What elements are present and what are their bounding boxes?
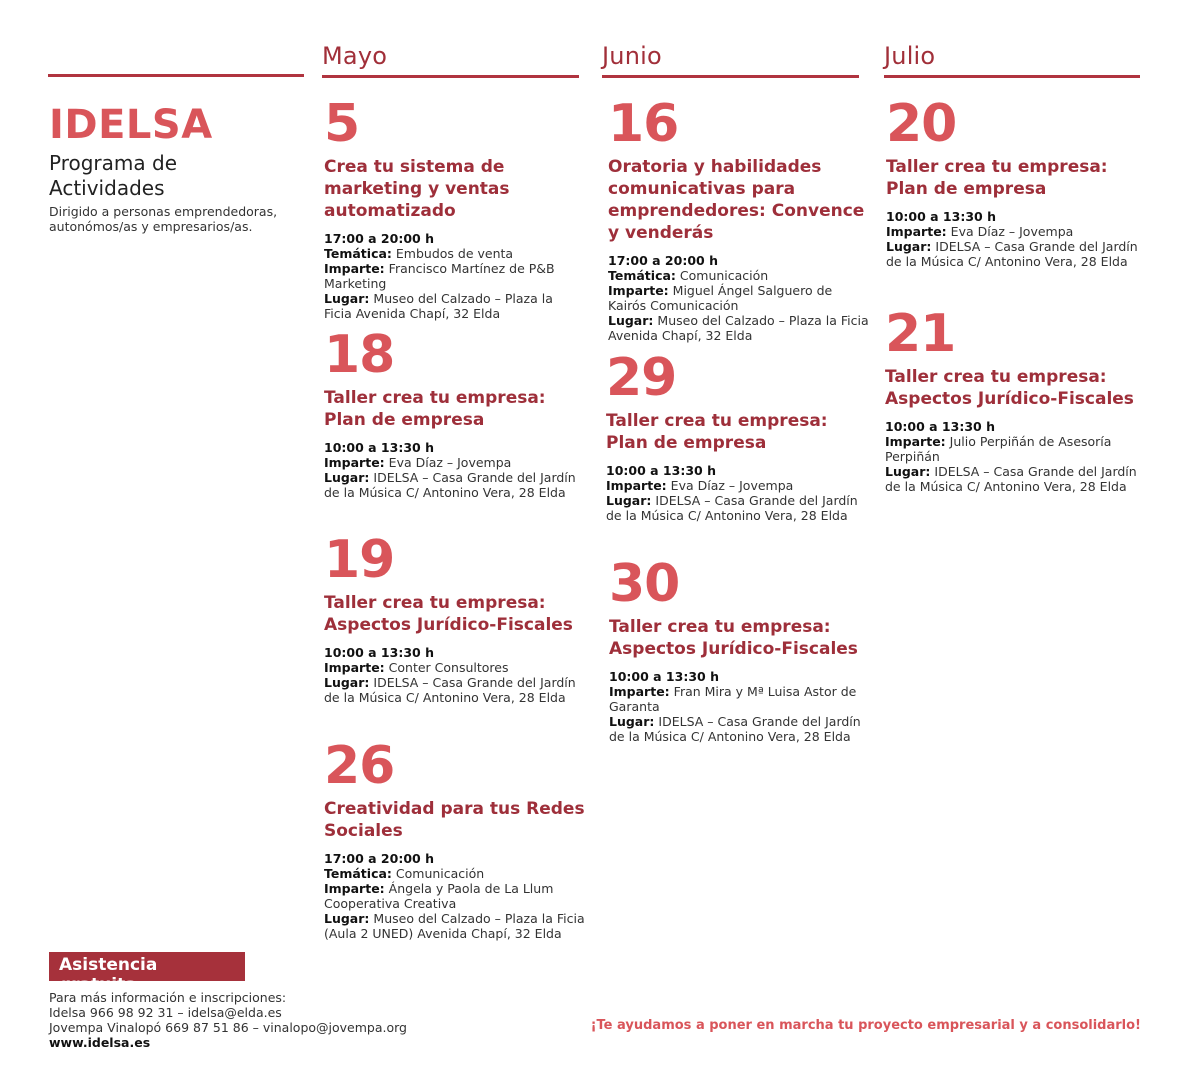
event-card <box>324 738 586 941</box>
event-line <box>324 291 584 321</box>
month-header-july <box>884 42 1140 78</box>
event-line-label: Lugar: <box>886 239 932 254</box>
brand-block <box>49 103 299 234</box>
event-line <box>324 911 586 941</box>
event-time: 17:00 a 20:00 h <box>324 851 434 866</box>
free-attendance-badge: Asistencia gratuita <box>49 952 245 981</box>
event-line <box>608 313 872 343</box>
event-line <box>609 684 865 714</box>
event-line <box>609 714 865 744</box>
event-line-label: Imparte: <box>324 660 385 675</box>
event-line <box>608 268 872 283</box>
event-line-label: Lugar: <box>609 714 655 729</box>
event-line <box>608 283 872 313</box>
event-line-text: Museo del Calzado – Plaza la Ficia (Aula 2 UNED) Avenida Chapí, 32 Elda <box>324 911 585 941</box>
event-day: 19 <box>324 530 395 590</box>
month-label: Mayo <box>322 42 388 70</box>
event-card <box>886 96 1142 269</box>
event-line-label: Lugar: <box>885 464 931 479</box>
event-time: 10:00 a 13:30 h <box>886 209 996 224</box>
event-card <box>324 327 584 500</box>
event-line <box>324 675 584 705</box>
event-line-label: Lugar: <box>324 675 370 690</box>
event-line-label: Lugar: <box>324 470 370 485</box>
event-details <box>609 669 865 744</box>
event-time: 10:00 a 13:30 h <box>324 440 434 455</box>
event-card <box>606 350 862 523</box>
event-line-text: Comunicación <box>679 268 769 283</box>
event-card <box>609 556 865 744</box>
event-line-text: IDELSA – Casa Grande del Jardín de la Música C/ Antonino Vera, 28 Elda <box>886 239 1138 269</box>
event-line-text: Eva Díaz – Jovempa <box>670 478 794 493</box>
event-line-text: Embudos de venta <box>395 246 514 261</box>
brand-description: Dirigido a personas emprendedoras, autonómos/as y empresarios/as. <box>49 204 278 234</box>
website-link[interactable]: www.idelsa.es <box>49 1035 151 1050</box>
event-line-label: Imparte: <box>608 283 669 298</box>
event-line <box>324 660 584 675</box>
brand-subtitle-line: Programa de <box>49 151 177 175</box>
event-line <box>886 224 1142 239</box>
event-title: Taller crea tu empresa: Plan de empresa <box>324 388 546 430</box>
event-line-label: Temática: <box>324 866 392 881</box>
event-line-label: Imparte: <box>886 224 947 239</box>
event-day: 20 <box>886 94 957 154</box>
event-line-label: Lugar: <box>324 911 370 926</box>
event-time: 17:00 a 20:00 h <box>608 253 718 268</box>
event-line-text: Museo del Calzado – Plaza la Ficia Avenida Chapí, 32 Elda <box>608 313 869 343</box>
event-line-text: IDELSA – Casa Grande del Jardín de la Música C/ Antonino Vera, 28 Elda <box>324 675 576 705</box>
event-title: Taller crea tu empresa: Plan de empresa <box>606 411 828 453</box>
header-rule-left <box>48 74 304 77</box>
event-title: Creatividad para tus Redes Sociales <box>324 799 585 841</box>
event-day: 5 <box>324 94 360 154</box>
event-card <box>608 96 872 343</box>
event-line <box>324 470 584 500</box>
event-day: 18 <box>324 325 395 385</box>
event-title: Taller crea tu empresa: Plan de empresa <box>886 157 1108 199</box>
event-line-text: Francisco Martínez de P&B Marketing <box>324 261 555 291</box>
event-day: 21 <box>885 304 956 364</box>
event-line-text: Julio Perpiñán de Asesoría Perpiñán <box>885 434 1112 464</box>
event-time: 10:00 a 13:30 h <box>885 419 995 434</box>
event-card <box>324 532 584 705</box>
event-line-text: IDELSA – Casa Grande del Jardín de la Música C/ Antonino Vera, 28 Elda <box>609 714 861 744</box>
event-line-label: Imparte: <box>885 434 946 449</box>
contact-intro: Para más información e inscripciones: <box>49 990 287 1005</box>
event-title: Oratoria y habilidades comunicativas para emprendedores: Convence y venderás <box>608 157 865 243</box>
event-card <box>324 96 584 321</box>
brand-title: IDELSA <box>49 102 213 148</box>
event-line-text: Ángela y Paola de La Llum Cooperativa Creativa <box>324 881 554 911</box>
event-line-text: Fran Mira y Mª Luisa Astor de Garanta <box>609 684 857 714</box>
event-details <box>324 231 584 321</box>
month-label: Junio <box>602 42 662 70</box>
contact-idelsa: Idelsa 966 98 92 31 – idelsa@elda.es <box>49 1005 282 1020</box>
event-day: 29 <box>606 348 677 408</box>
event-details <box>608 253 872 343</box>
month-header-june <box>602 42 859 78</box>
event-line-label: Imparte: <box>324 881 385 896</box>
event-day: 16 <box>608 94 679 154</box>
event-details <box>885 419 1141 494</box>
event-time: 10:00 a 13:30 h <box>606 463 716 478</box>
event-line-label: Imparte: <box>324 261 385 276</box>
event-line-label: Lugar: <box>324 291 370 306</box>
event-line-text: Conter Consultores <box>388 660 509 675</box>
slogan: ¡Te ayudamos a poner en marcha tu proyecto empresarial y a consolidarlo! <box>590 1018 1141 1033</box>
event-line <box>885 434 1141 464</box>
event-line <box>885 464 1141 494</box>
event-card <box>885 306 1141 494</box>
event-line <box>324 261 584 291</box>
event-title: Taller crea tu empresa: Aspectos Jurídico-Fiscales <box>324 593 573 635</box>
event-line-label: Lugar: <box>606 493 652 508</box>
brand-subtitle <box>49 151 299 201</box>
event-line-text: Eva Díaz – Jovempa <box>950 224 1074 239</box>
event-time: 10:00 a 13:30 h <box>609 669 719 684</box>
event-line <box>886 239 1142 269</box>
event-title: Crea tu sistema de marketing y ventas automatizado <box>324 157 510 221</box>
event-line <box>606 478 862 493</box>
month-header-may <box>322 42 579 78</box>
event-details <box>606 463 862 523</box>
event-line-label: Temática: <box>324 246 392 261</box>
event-line <box>324 881 586 911</box>
event-line-text: Comunicación <box>395 866 485 881</box>
event-line-text: Miguel Ángel Salguero de Kairós Comunicación <box>608 283 833 313</box>
event-details <box>324 851 586 941</box>
brand-subtitle-line: Actividades <box>49 176 165 200</box>
event-line-label: Temática: <box>608 268 676 283</box>
event-line-label: Imparte: <box>606 478 667 493</box>
event-line-label: Imparte: <box>609 684 670 699</box>
event-line-label: Lugar: <box>608 313 654 328</box>
event-line-text: Museo del Calzado – Plaza la Ficia Avenida Chapí, 32 Elda <box>324 291 553 321</box>
event-details <box>324 440 584 500</box>
month-label: Julio <box>884 42 936 70</box>
event-title: Taller crea tu empresa: Aspectos Jurídico-Fiscales <box>609 617 858 659</box>
event-line-text: Eva Díaz – Jovempa <box>388 455 512 470</box>
event-line-text: IDELSA – Casa Grande del Jardín de la Música C/ Antonino Vera, 28 Elda <box>606 493 858 523</box>
contact-info <box>49 990 469 1050</box>
event-line-label: Imparte: <box>324 455 385 470</box>
event-line <box>324 246 584 261</box>
event-line-text: IDELSA – Casa Grande del Jardín de la Música C/ Antonino Vera, 28 Elda <box>324 470 576 500</box>
event-line <box>324 866 586 881</box>
event-time: 17:00 a 20:00 h <box>324 231 434 246</box>
event-details <box>886 209 1142 269</box>
event-details <box>324 645 584 705</box>
event-day: 26 <box>324 736 395 796</box>
event-time: 10:00 a 13:30 h <box>324 645 434 660</box>
event-day: 30 <box>609 554 680 614</box>
event-line-text: IDELSA – Casa Grande del Jardín de la Música C/ Antonino Vera, 28 Elda <box>885 464 1137 494</box>
event-title: Taller crea tu empresa: Aspectos Jurídico-Fiscales <box>885 367 1134 409</box>
event-line <box>606 493 862 523</box>
contact-jovempa: Jovempa Vinalopó 669 87 51 86 – vinalopo@jovempa.org <box>49 1020 407 1035</box>
event-line <box>324 455 584 470</box>
